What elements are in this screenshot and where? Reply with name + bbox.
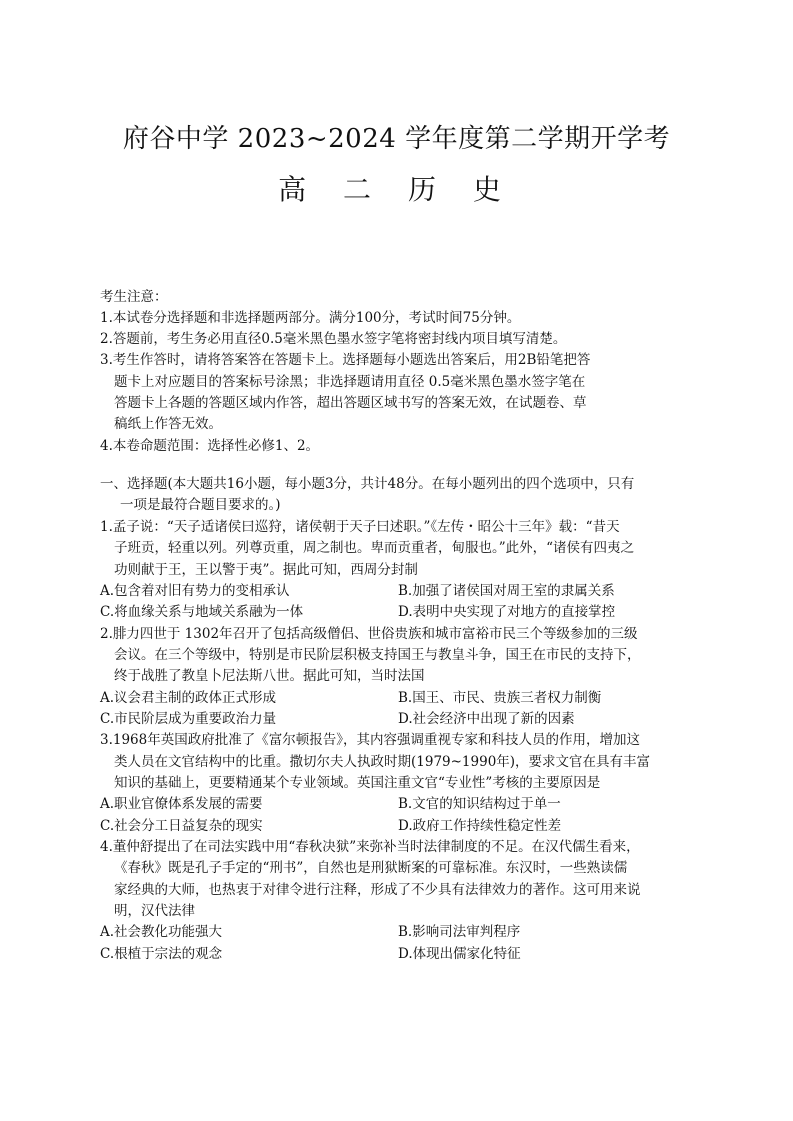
notice-item-3-cont: 答题卡上各题的答题区域内作答，超出答题区域书写的答案无效，在试题卷、草 xyxy=(114,395,587,411)
question-2-stem: 会议。在三个等级中，特别是市民阶层积极支持国王与教皇斗争，国王在市民的支持下， xyxy=(114,647,641,663)
question-2-option-a: A.议会君主制的政体正式形成 xyxy=(100,690,277,706)
question-1-option-d: D.表明中央实现了对地方的直接掌控 xyxy=(398,604,616,620)
subject-title: 高 二 历 史 xyxy=(278,173,515,206)
notice-item-3-cont: 题卡上对应题目的答案标号涂黑；非选择题请用直径 0.5毫米黑色墨水签字笔在 xyxy=(114,374,586,390)
question-4-option-a: A.社会教化功能强大 xyxy=(100,924,223,940)
question-3-option-d: D.政府工作持续性稳定性差 xyxy=(398,818,562,834)
question-3-stem: 类人员在文官结构中的比重。撒切尔夫人执政时期(1979~1990年)，要求文官在具有丰富 xyxy=(114,754,651,770)
exam-title: 府谷中学 2023~2024 学年度第二学期开学考 xyxy=(122,124,671,154)
question-4-stem: 家经典的大师，也热衷于对律令进行注释，形成了不少具有法律效力的著作。这可用来说 xyxy=(114,882,641,898)
question-1-stem: 1.孟子说：“天子适诸侯曰巡狩，诸侯朝于天子曰述职。”《左传・昭公十三年》载：“昔天 xyxy=(100,519,620,535)
notice-heading: 考生注意： xyxy=(100,289,168,305)
notice-item-3-cont: 稿纸上作答无效。 xyxy=(114,416,222,432)
notice-item-1: 1.本试卷分选择题和非选择题两部分。满分100分，考试时间75分钟。 xyxy=(100,310,521,326)
question-1-option-b: B.加强了诸侯国对周王室的隶属关系 xyxy=(398,583,615,599)
question-1-option-a: A.包含着对旧有势力的变相承认 xyxy=(100,583,290,599)
question-4-option-b: B.影响司法审判程序 xyxy=(398,924,521,940)
notice-item-4: 4.本卷命题范围：选择性必修1、2。 xyxy=(100,438,320,454)
notice-item-2: 2.答题前，考生务必用直径0.5毫米黑色墨水签字笔将密封线内项目填写清楚。 xyxy=(100,331,567,347)
notice-item-3: 3.考生作答时，请将答案答在答题卡上。选择题每小题选出答案后，用2B铅笔把答 xyxy=(100,352,591,368)
question-2-stem: 2.腓力四世于 1302年召开了包括高级僧侣、世俗贵族和城市富裕市民三个等级参加的三级 xyxy=(100,626,638,642)
section-heading: 一、选择题(本大题共16小题，每小题3分，共计48分。在每小题列出的四个选项中，只有 xyxy=(100,476,635,492)
section-heading-cont: 一项是最符合题目要求的。) xyxy=(120,497,281,513)
question-2-option-d: D.社会经济中出现了新的因素 xyxy=(398,711,575,727)
question-2-option-b: B.国王、市民、贵族三者权力制衡 xyxy=(398,690,602,706)
question-4-option-d: D.体现出儒家化特征 xyxy=(398,946,521,962)
question-4-stem: 《春秋》既是孔子手定的“刑书”，自然也是刑狱断案的可靠标准。东汉时，一些熟读儒 xyxy=(114,860,628,876)
question-4-stem: 明，汉代法律 xyxy=(114,903,195,919)
question-4-stem: 4.董仲舒提出了在司法实践中用“春秋决狱”来弥补当时法律制度的不足。在汉代儒生看来， xyxy=(100,839,640,855)
question-3-option-a: A.职业官僚体系发展的需要 xyxy=(100,796,263,812)
question-1-option-c: C.将血缘关系与地域关系融为一体 xyxy=(100,604,304,620)
question-4-option-c: C.根植于宗法的观念 xyxy=(100,946,223,962)
question-3-stem: 知识的基础上，更要精通某个专业领域。英国注重文官“专业性”考核的主要原因是 xyxy=(114,775,601,791)
question-1-stem: 子班贡，轻重以列。列尊贡重，周之制也。卑而贡重者，甸服也。”此外，“诸侯有四夷之 xyxy=(114,540,635,556)
question-3-stem: 3.1968年英国政府批准了《富尔顿报告》，其内容强调重视专家和科技人员的作用，增加这 xyxy=(100,732,640,748)
question-2-option-c: C.市民阶层成为重要政治力量 xyxy=(100,711,277,727)
question-3-option-b: B.文官的知识结构过于单一 xyxy=(398,796,561,812)
question-1-stem: 功则献于王，王以警于夷”。据此可知，西周分封制 xyxy=(114,562,418,578)
question-2-stem: 终于战胜了教皇卜尼法斯八世。据此可知，当时法国 xyxy=(114,668,425,684)
question-3-option-c: C.社会分工日益复杂的现实 xyxy=(100,818,263,834)
